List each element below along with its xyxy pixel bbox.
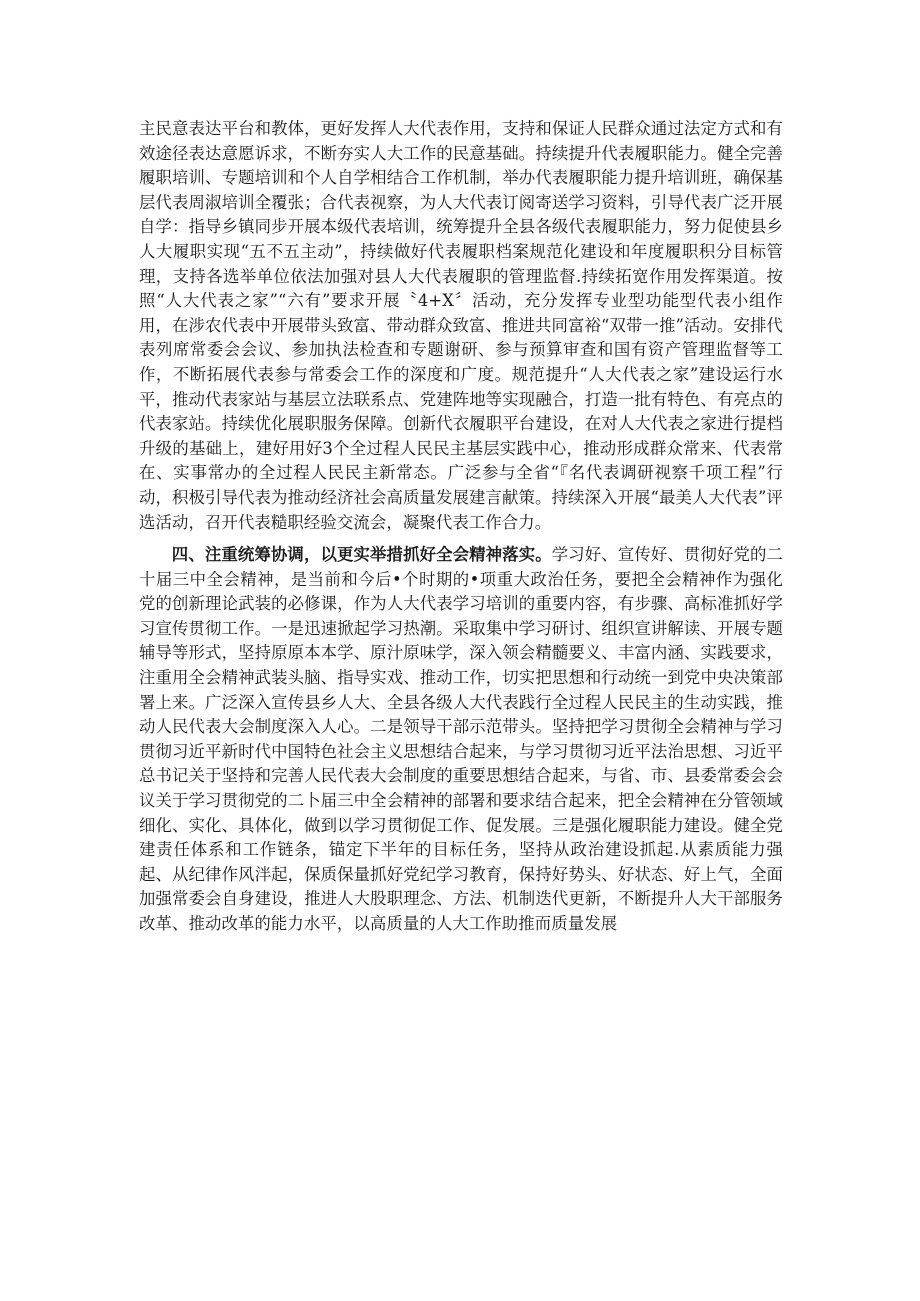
document-page: [139, 117, 783, 937]
section-4-heading: 四、注重统筹协调，以更实举措抓好全会精神落实。: [171, 545, 552, 565]
paragraph-section-4: [139, 543, 783, 937]
paragraph-representatives: 主民意表达平台和教体，更好发挥人大代表作用，支持和保证人民群众通过法定方式和有效途径表达意愿诉求，不断夯实人大工作的民意基础。持续提升代表履职能力。健全完善履职培训、专题培训和个人自学相结合工作机制，举办代表履职能力提升培训班，确保基层代表周淑培训全覆张；合代表视察，为人大代表订阅寄送学习资料，引导代表广泛开展自学：指导乡镇同步开展本级代表培训，统筹提升全县各级代表履职能力，努力促使县乡人大履职实现“五不五主动”，持续做好代表履职档案规范化建设和年度履职积分目标管理，支持各选举单位依法加强对县人大代表履职的管理监督.持续拓宽作用发挥渠道。按照“人大代表之家”“六有”要求开展〝4+X〞活动，充分发挥专业型功能型代表小组作用，在涉农代表中开展带头致富、带动群众致富、推进共同富裕“双带一推”活动。安排代表列席常委会会议、参加执法检查和专题谢研、参与预算审查和国有资产管理监督等工作，不断拓展代表参与常委会工作的深度和广度。规范提升“人大代表之家”建设运行水平，推动代表家站与基层立法联系点、党建阵地等实现融合，打造一批有特色、有亮点的代表家站。持续优化展职服务保障。创新代衣履职平台建设，在对人大代表之家进行提档升级的基础上，建好用好3个全过程人民民主基层实践中心，推动形成群众常来、代表常在、实事常办的全过程人民民主新常态。广泛参与全省“『名代表调研视察千项工程”行动，积极引导代表为推动经济社会高质量发展建言献策。持续深入开展“最美人大代表”评选活动，召开代表糙职经验交流会，凝聚代表工作合力。: [139, 119, 783, 532]
section-4-body: 学习好、宣传好、贯彻好党的二十届三中全会精神，是当前和今后•个时期的•项重大政治任务，要把全会精神作为强化党的创新理论武装的必修课，作为人大代表学习培训的重要内容，有步骤、高标准抓好学习宣传贯彻工作。一是迅速掀起学习热潮。采取集中学习研讨、组织宣讲解读、开展专题辅导等形式，坚持原原本本学、原汁原味学，深入领会精髓要义、丰富内涵、实践要求，注重用全会精神武装头脑、指导实戏、推动工作，切实把思想和行动统一到党中央决策部署上来。广泛深入宣传县乡人大、全县各级人大代表践行全过程人民民主的生动实践，推动人民代表大会制度深入人心。二是领导干部示范带头。坚持把学习贯彻全会精神与学习贯彻习近平新时代中国特色社会主义思想结合起来，与学习贯彻习近平法治思想、习近平总书记关于坚持和完善人民代表大会制度的重要思想结合起来，与省、市、县委常委会会议关于学习贯彻党的二卜届三中全会精神的部署和要求结合起来，把全会精神在分管领域细化、实化、具体化，做到以学习贯彻促工作、促发展。三是强化履职能力建设。健全党建责任体系和工作链条，锚定下半年的目标任务，坚持从政治建设抓起.从素质能力强起、从纪律作风泮起，保质保量抓好党纪学习教育，保持好势头、好状态、好上气，全面加强常委会自身建设，推进人大股职理念、方法、机制迭代更新，不断提升人大干部服务改革、推动改革的能力水平，以高质量的人大工作助推而质量发展: [139, 545, 783, 933]
